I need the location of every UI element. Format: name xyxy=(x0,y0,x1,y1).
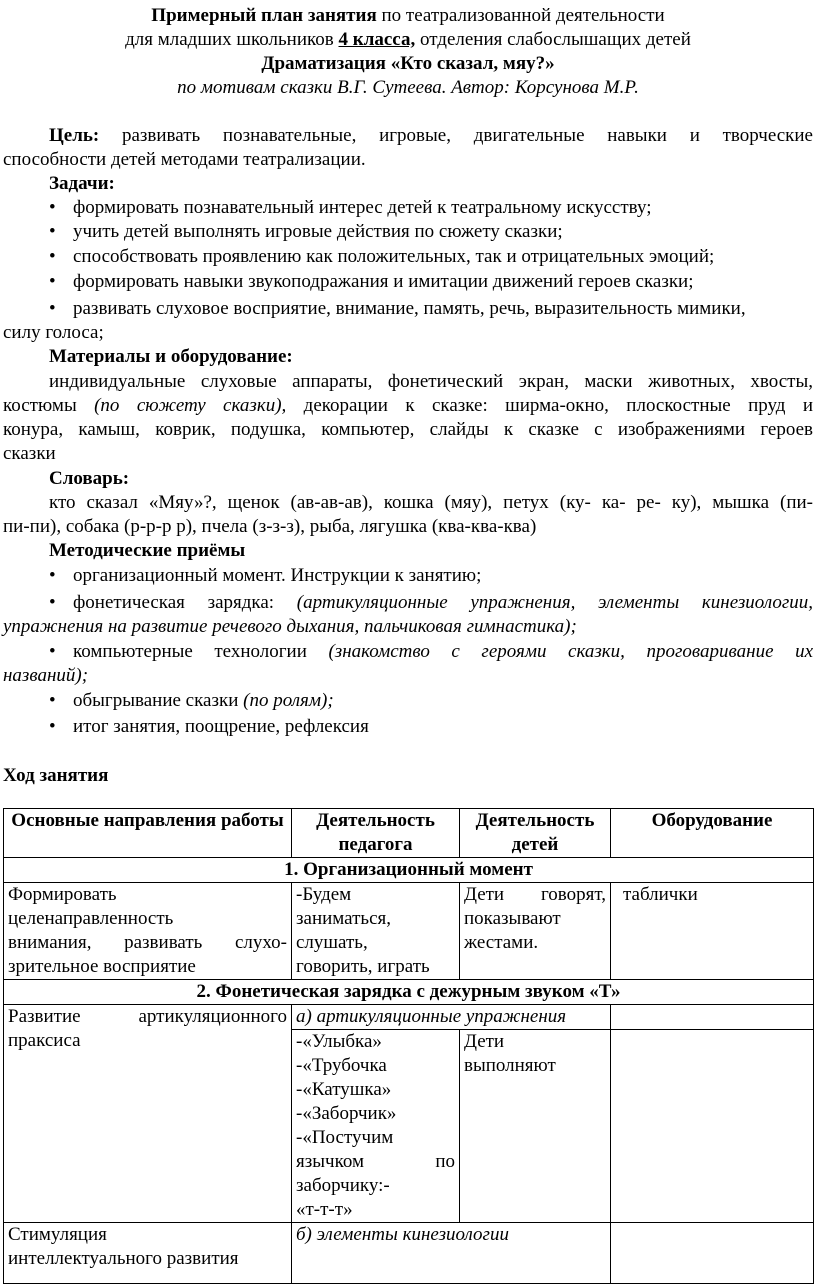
doc-title-dramatization: Драматизация «Кто сказал, мяу?» xyxy=(261,53,555,74)
method-item: итог занятия, поощрение, рефлексия xyxy=(73,716,369,737)
table-row xyxy=(4,883,814,980)
method-item: организационный момент. Инструкции к занятию; xyxy=(73,565,482,586)
table-row xyxy=(4,1005,814,1030)
method-item: обыгрывание сказки (по ролям); xyxy=(73,690,334,711)
cell-equipment xyxy=(611,1030,814,1223)
section-row xyxy=(4,858,814,883)
tasks-label: Задачи: xyxy=(49,173,115,194)
cell-line: интеллектуального развития xyxy=(8,1248,239,1269)
cell-subsection: б) элементы кинезиологии xyxy=(292,1223,611,1284)
bullet-icon: • xyxy=(49,298,56,319)
goal-line1: Цель: развивать познавательные, игровые, двигательные навыки и творческие xyxy=(49,125,813,146)
cell-equipment: таблички xyxy=(611,883,814,980)
doc-title-line1: Примерный план занятия по театрализованной деятельности xyxy=(151,5,665,26)
method-item-continuation: названий); xyxy=(3,665,89,686)
cell-line: «т-т-т» xyxy=(296,1199,353,1220)
cell-line: -«Катушка» xyxy=(296,1079,392,1100)
cell-line: -Будем xyxy=(296,884,352,905)
cell-direction xyxy=(4,1223,292,1284)
materials-line3: конура, камыш, коврик, подушка, компьютер, слайды к сказке с изображениями героев xyxy=(3,419,813,440)
cell-line: выполняют xyxy=(464,1055,556,1076)
cell-direction xyxy=(4,883,292,980)
bullet-icon: • xyxy=(49,246,56,267)
materials-label: Материалы и оборудование: xyxy=(49,346,293,367)
vocab-label: Словарь: xyxy=(49,468,130,489)
cell-children xyxy=(460,883,611,980)
cell-teacher xyxy=(292,883,460,980)
header-cell: Деятельность детей xyxy=(460,809,611,858)
materials-line4: сказки xyxy=(3,443,56,464)
task-item-continuation: силу голоса; xyxy=(3,322,104,343)
course-title: Ход занятия xyxy=(3,765,109,786)
task-item: способствовать проявлению как положительных, так и отрицательных эмоций; xyxy=(73,246,715,267)
cell-line: -«Трубочка xyxy=(296,1055,387,1076)
vocab-line1: кто сказал «Мяу»?, щенок (ав-ав-ав), кошка (мяу), петух (ку- ка- ре- ку), мышка (пи- xyxy=(49,492,813,513)
cell-line: заборчику:- xyxy=(296,1175,390,1196)
cell-children xyxy=(460,1030,611,1223)
bullet-icon: • xyxy=(49,221,56,242)
method-item: фонетическая зарядка: (артикуляционные упражнения, элементы кинезиологии, xyxy=(73,592,813,613)
materials-line2: костюмы (по сюжету сказки), декорации к сказке: ширма-окно, плоскостные пруд и xyxy=(3,395,814,416)
cell-line: -«Заборчик» xyxy=(296,1103,397,1124)
cell-line: зрительное восприятие xyxy=(8,956,196,977)
section-title: 2. Фонетическая зарядка с дежурным звуком «Т» xyxy=(4,980,814,1005)
method-item: компьютерные технологии (знакомство с героями сказки, проговаривание их xyxy=(73,641,813,662)
method-item-continuation: упражнения на развитие речевого дыхания, пальчиковая гимнастика); xyxy=(3,616,577,637)
bullet-icon: • xyxy=(49,565,56,586)
methods-label: Методические приёмы xyxy=(49,540,246,561)
header-cell: Деятельность педагога xyxy=(292,809,460,858)
bullet-icon: • xyxy=(49,271,56,292)
table-row xyxy=(4,1223,814,1284)
bullet-icon: • xyxy=(49,641,56,662)
cell-equipment xyxy=(611,1005,814,1030)
section-title: 1. Организационный момент xyxy=(4,858,814,883)
materials-line1: индивидуальные слуховые аппараты, фонетический экран, маски животных, хвосты, xyxy=(49,371,813,392)
doc-title-line2: для младших школьников 4 класса, отделения слабослышащих детей xyxy=(125,29,691,50)
cell-equipment xyxy=(611,1223,814,1284)
cell-line: слушать, xyxy=(296,932,368,953)
cell-line: Дети говорят, xyxy=(464,884,606,905)
cell-line: Формировать xyxy=(8,884,117,905)
cell-line: Дети xyxy=(464,1031,505,1052)
cell-line: -«Улыбка» xyxy=(296,1031,382,1052)
cell-line: показывают xyxy=(464,908,561,929)
bullet-icon: • xyxy=(49,716,56,737)
cell-line: Стимуляция xyxy=(8,1224,107,1245)
cell-direction xyxy=(4,1005,292,1223)
cell-line: внимания, развивать слухо- xyxy=(8,932,287,953)
cell-subsection: а) артикуляционные упражнения xyxy=(292,1005,611,1030)
cell-line: целенаправленность xyxy=(8,908,174,929)
bullet-icon: • xyxy=(49,592,56,613)
cell-line: язычком по xyxy=(296,1151,455,1172)
task-item: формировать познавательный интерес детей к театральному искусству; xyxy=(73,197,652,218)
bullet-icon: • xyxy=(49,197,56,218)
header-cell: Оборудование xyxy=(611,809,814,858)
section-row xyxy=(4,980,814,1005)
cell-teacher xyxy=(292,1030,460,1223)
header-cell: Основные направления работы xyxy=(4,809,292,858)
task-item: учить детей выполнять игровые действия по сюжету сказки; xyxy=(73,221,563,242)
doc-subtitle: по мотивам сказки В.Г. Сутеева. Автор: Корсунова М.Р. xyxy=(177,77,639,98)
goal-line2: способности детей методами театрализации. xyxy=(3,149,366,170)
cell-line: жестами. xyxy=(464,932,539,953)
bullet-icon: • xyxy=(49,690,56,711)
cell-line: говорить, играть xyxy=(296,956,430,977)
vocab-line2: пи-пи), собака (р-р-р р), пчела (з-з-з), рыба, лягушка (ква-ква-ква) xyxy=(3,516,537,537)
task-item: развивать слуховое восприятие, внимание, память, речь, выразительность мимики, xyxy=(73,298,746,319)
cell-line: праксиса xyxy=(8,1030,81,1051)
cell-line: заниматься, xyxy=(296,908,391,929)
cell-line: -«Постучим xyxy=(296,1127,394,1148)
task-item: формировать навыки звукоподражания и имитации движений героев сказки; xyxy=(73,271,694,292)
lesson-plan-table xyxy=(3,808,814,1284)
cell-line: Развитие артикуляционного xyxy=(8,1006,287,1027)
table-header-row xyxy=(4,809,814,858)
